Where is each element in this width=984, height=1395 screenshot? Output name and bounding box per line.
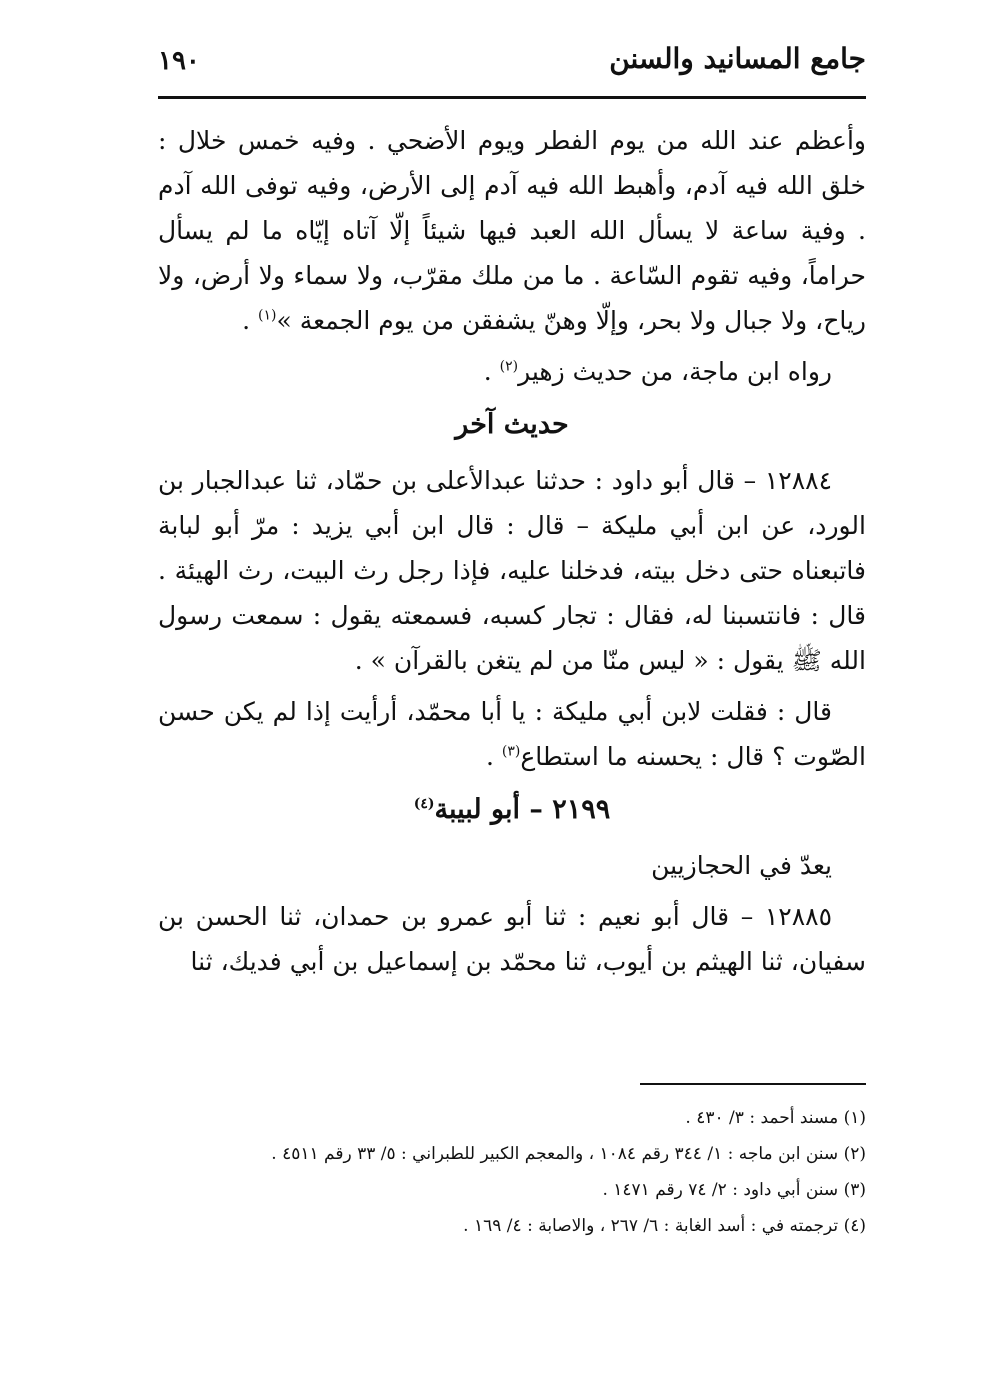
page-number: ١٩٠ [158,46,200,76]
main-text [158,118,866,984]
header-rule [158,96,866,99]
footnotes [158,1100,866,1244]
section-heading: حديث آخر [455,409,569,440]
paragraph: رواه ابن ماجة، من حديث زهير$^{(٢)}$ . [483,357,832,386]
paragraph: ١٢٨٨٤ – قال أبو داود : حدثنا عبدالأعلى بن حمّاد، ثنا عبدالجبار بن الورد، عن ابن أبي مليكة – قال : قال ابن أبي يزيد : مرّ أبو لبابة فاتبعناه حتى دخل بيته، فدخلنا عليه، فإذا رجل رث البيت، رث الهيئة . قال : فانتسبنا له، فقال : تجار كسبه، فسمعته يقول : سمعت رسول الله ﷺ يقول : « ليس منّا من لم يتغن بالقرآن » . [158,466,866,675]
paragraph: وأعظم عند الله من يوم الفطر ويوم الأضحي . وفيه خمس خلال : خلق الله فيه آدم، وأهبط الله فيه آدم إلى الأرض، وفيه توفى الله آدم . وفية ساعة لا يسأل الله العبد فيها شيئاً إلّا آتاه إيّاه ما لم يسأل حراماً، وفيه تقوم السّاعة . ما من ملك مقرّب، ولا سماء ولا أرض، ولا رياح، ولا جبال ولا بحر، وإلّا وهنّ يشفقن من يوم الجمعة »$^{(١)}$ . [158,126,866,335]
footnote: (١) مسند أحمد : ٣/ ٤٣٠ . [685,1108,866,1128]
paragraph: ١٢٨٨٥ – قال أبو نعيم : ثنا أبو عمرو بن حمدان، ثنا الحسن بن سفيان، ثنا الهيثم بن أيوب، ثنا محمّد بن إسماعيل بن أبي فديك، ثنا [158,902,866,976]
paragraph: يعدّ في الحجازيين [651,851,832,880]
section-heading: ٢١٩٩ – أبو لبيبة$^{(٤)}$ [413,794,611,825]
running-title: جامع المسانيد والسنن [609,42,866,75]
footnote-ref: (١) [258,307,277,324]
footnote: (٤) ترجمته في : أسد الغابة : ٦/ ٢٦٧ ، والاصابة : ٤/ ١٦٩ . [463,1216,866,1236]
footnote-ref: (٢) [499,358,519,375]
footnote-ref: (٣) [501,743,521,760]
footnote: (٢) سنن ابن ماجه : ١/ ٣٤٤ رقم ١٠٨٤ ، والمعجم الكبير للطبراني : ٥/ ٣٣ رقم ٤٥١١ . [271,1144,866,1164]
page-header [158,42,866,90]
footnote-rule [640,1083,866,1085]
paragraph: قال : فقلت لابن أبي مليكة : يا أبا محمّد، أرأيت إذا لم يكن حسن الصّوت ؟ قال : يحسنه ما استطاع$^{(٣)}$ . [158,697,866,771]
footnote-ref: (٤) [413,796,435,812]
footnote: (٣) سنن أبي داود : ٢/ ٧٤ رقم ١٤٧١ . [602,1180,866,1200]
